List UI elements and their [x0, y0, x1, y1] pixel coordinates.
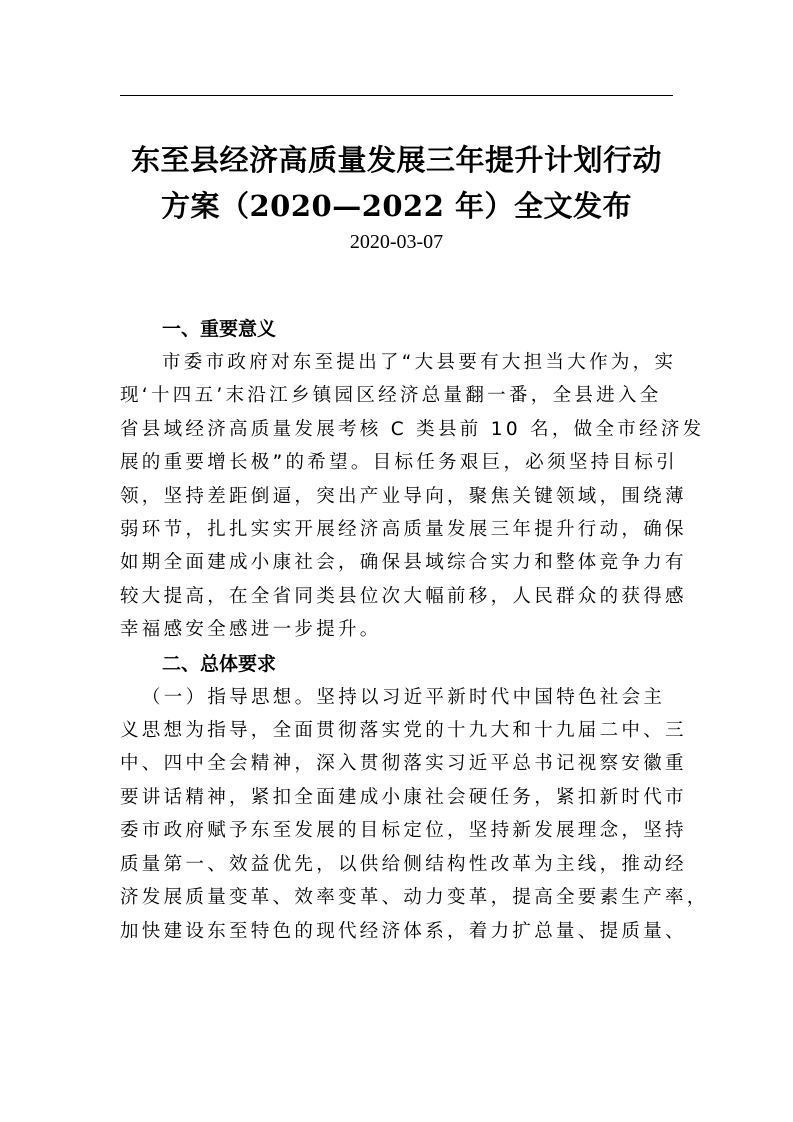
title-line-2: 方案（2020—2022 年）全文发布 [160, 189, 633, 223]
section-paragraph-significance [120, 346, 705, 647]
document-title [100, 137, 693, 229]
text-line: 济发展质量变革、效率变革、动力变革，提高全要素生产率， [120, 887, 709, 909]
text-line: 弱环节，扎扎实实开展经济高质量发展三年提升行动，确保 [120, 519, 687, 541]
text-line: 委市政府赋予东至发展的目标定位，坚持新发展理念，坚持 [120, 820, 687, 842]
publish-date: 2020-03-07 [349, 231, 444, 253]
text-line: 现‘十四五’末沿江乡镇园区经济总量翻一番，全县进入全 [120, 385, 662, 407]
section-heading-general-requirements: 二、总体要求 [162, 652, 277, 675]
text-line: 领，坚持差距倒逼，突出产业导向，聚焦关键领域，围绕薄 [120, 485, 687, 507]
text-line: 中、四中全会精神，深入贯彻落实习近平总书记视察安徽重 [120, 753, 687, 775]
text-line: 加快建设东至特色的现代经济体系，着力扩总量、提质量、 [120, 920, 687, 942]
text-line: 省县域经济高质量发展考核 C 类县前 10 名，做全市经济发 [120, 418, 705, 440]
text-line: 较大提高，在全省同类县位次大幅前移，人民群众的获得感 [120, 585, 687, 607]
text-line: 义思想为指导，全面贯彻落实党的十九大和十九届二中、三 [120, 720, 687, 742]
section-paragraph-general-requirements [120, 681, 709, 948]
text-line: 幸福感安全感进一步提升。 [120, 619, 382, 641]
text-line: 展的重要增长极”的希望。目标任务艰巨，必须坚持目标引 [120, 452, 678, 474]
title-line-1: 东至县经济高质量发展三年提升计划行动 [130, 143, 662, 177]
section-heading-significance: 一、重要意义 [162, 318, 277, 340]
document-body [120, 312, 709, 948]
text-line: （一）指导思想。坚持以习近平新时代中国特色社会主 [142, 686, 666, 708]
text-line: 市委市政府对东至提出了“大县要有大担当大作为，实 [162, 352, 677, 373]
text-line: 如期全面建成小康社会，确保县域综合实力和整体竞争力有 [120, 552, 687, 574]
text-line: 质量第一、效益优先，以供给侧结构性改革为主线，推动经 [120, 853, 687, 875]
text-line: 要讲话精神，紧扣全面建成小康社会硬任务，紧扣新时代市 [120, 786, 687, 808]
header-rule [120, 95, 673, 96]
